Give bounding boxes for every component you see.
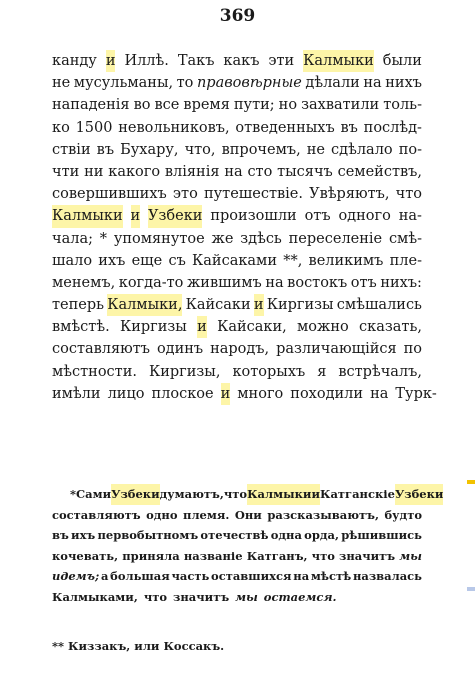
margin-marker-blue — [467, 587, 475, 591]
margin-marker-yellow — [467, 480, 475, 484]
word: Кайсаки — [185, 297, 251, 314]
word: встрѣчалъ, — [338, 363, 422, 380]
word: мы — [235, 589, 258, 604]
word: одинъ — [156, 341, 204, 358]
word: по- — [398, 141, 422, 158]
word: ствіи — [52, 141, 91, 158]
word: впрочемъ, — [221, 141, 301, 158]
word: Такъ — [177, 53, 215, 69]
word: дѣлали — [305, 75, 360, 92]
word: на — [265, 274, 284, 291]
word: нихъ — [385, 75, 422, 92]
word: * — [99, 230, 108, 247]
word: путешествіе. — [203, 186, 303, 203]
highlighted-word: Калмыки — [52, 205, 123, 227]
word: будто — [384, 507, 422, 522]
word: приняла — [122, 548, 180, 563]
word: много — [237, 385, 284, 402]
word: то — [176, 75, 194, 92]
word: отъ — [350, 274, 377, 291]
word: мѣстности. — [52, 363, 137, 380]
highlighted-word: и — [131, 205, 141, 227]
word: рѣшившись — [341, 528, 422, 542]
text-line — [52, 272, 422, 294]
word: значитъ — [173, 589, 230, 604]
word: что — [311, 548, 335, 563]
word: Они — [234, 507, 262, 522]
text-line — [52, 117, 422, 139]
word: идемъ; — [52, 569, 100, 583]
highlighted-word: и — [106, 50, 116, 72]
word: канду — [52, 53, 97, 69]
word: чала; — [52, 230, 93, 247]
word: думаютъ, — [159, 487, 224, 501]
word: одно — [146, 507, 178, 522]
highlighted-word: Узбеки — [111, 484, 160, 505]
word: но — [278, 97, 298, 114]
word: невольниковъ, — [118, 119, 230, 136]
text-line — [52, 338, 422, 360]
word: вмѣстѣ. — [52, 319, 110, 336]
word: Кайсаки, — [217, 319, 287, 336]
footnote-line — [52, 505, 422, 526]
text-line — [52, 250, 422, 272]
word: вліянія — [164, 163, 220, 180]
word: первобытномъ — [97, 528, 199, 542]
word: которыхъ — [232, 363, 306, 380]
main-text — [52, 50, 437, 405]
word: Иллѣ. — [124, 53, 169, 69]
word: составляютъ — [52, 507, 141, 522]
text-line — [52, 161, 422, 183]
word: нападенія — [52, 97, 130, 114]
word: правовѣрные — [196, 75, 302, 92]
word: значитъ — [339, 548, 396, 563]
word: захватили — [301, 97, 380, 114]
word: что — [143, 589, 168, 604]
word: шало — [52, 252, 93, 269]
footnote-line — [52, 484, 444, 505]
highlighted-word: Калмыки — [303, 50, 374, 72]
word: сто — [247, 163, 273, 180]
word: отведенныхъ — [235, 119, 335, 136]
word: часть — [171, 569, 210, 583]
highlighted-word: и — [197, 316, 207, 338]
word: переселеніе — [288, 230, 383, 247]
word: на — [293, 569, 310, 583]
highlighted-word: Узбеки — [395, 484, 444, 505]
word: Катганъ, — [246, 548, 308, 563]
footnote-1 — [52, 484, 444, 607]
highlighted-word: Калмыки — [247, 484, 311, 505]
word: сказать, — [359, 319, 422, 336]
highlighted-word: Узбеки — [148, 205, 202, 227]
word: а — [100, 569, 109, 583]
word: одна — [270, 528, 302, 542]
word: какъ — [223, 53, 260, 69]
word: смѣ- — [388, 230, 422, 247]
word: назвалась — [352, 569, 422, 583]
word: время — [183, 97, 230, 114]
word: во — [133, 97, 151, 114]
word: различающійся — [276, 341, 397, 358]
text-line — [52, 294, 422, 316]
word: Увѣряютъ, — [309, 186, 390, 203]
word: Киргизы — [119, 319, 187, 336]
word: въ — [52, 528, 69, 542]
word: ихъ — [71, 528, 96, 542]
word: **, — [283, 252, 303, 269]
word: семействъ, — [337, 163, 422, 180]
word: мы — [399, 548, 422, 563]
word: плоское — [151, 385, 214, 402]
word: названіе — [183, 548, 243, 563]
word: отечествѣ — [200, 528, 269, 542]
footnote-line — [52, 566, 422, 587]
text-line — [52, 316, 422, 338]
text-line — [52, 50, 422, 72]
word: пути; — [233, 97, 275, 114]
word: тысячъ — [277, 163, 333, 180]
text-line — [52, 183, 422, 205]
word: Катганскіе — [319, 487, 395, 501]
word: кочевать, — [52, 548, 119, 563]
text-line — [52, 205, 422, 227]
word: большая — [110, 569, 170, 583]
word: Сами — [76, 487, 112, 501]
word: послѣд- — [363, 119, 422, 136]
text-line — [52, 361, 422, 383]
word: племя. — [183, 507, 230, 522]
word: чти — [52, 163, 80, 180]
word: отъ — [304, 208, 331, 225]
word: 1500 — [75, 119, 113, 136]
word: совершившихъ — [52, 186, 167, 203]
word: оставшихся — [211, 569, 292, 583]
word: что — [395, 186, 422, 203]
word: ни — [84, 163, 104, 180]
word: пле- — [389, 252, 422, 269]
word: по — [403, 341, 422, 358]
word: упомянутое — [113, 230, 205, 247]
word: можно — [297, 319, 349, 336]
word: не — [52, 75, 71, 92]
word: разсказываютъ, — [267, 507, 379, 522]
text-line — [52, 383, 437, 405]
word: сдѣлало — [331, 141, 393, 158]
word: съ — [168, 252, 186, 269]
word: походили — [290, 385, 364, 402]
word: это — [172, 186, 198, 203]
word: мусульманы, — [73, 75, 174, 92]
page-number: 369 — [219, 6, 256, 26]
word: еще — [131, 252, 163, 269]
word: какого — [108, 163, 161, 180]
text-line — [52, 94, 422, 116]
word: произошли — [210, 208, 297, 225]
word: въ — [340, 119, 358, 136]
text-line — [52, 139, 422, 161]
word: остаемся. — [263, 589, 337, 604]
word: народъ, — [210, 341, 270, 358]
word: жившимъ — [186, 274, 262, 291]
highlighted-word: и — [254, 294, 264, 316]
word: менемъ, — [52, 274, 116, 291]
word: ко — [52, 119, 70, 136]
word: теперь — [52, 297, 105, 314]
footnote-2: ** Киззакъ, или Коссакъ. — [52, 639, 225, 653]
word: смѣшались — [336, 297, 422, 314]
word: на — [370, 385, 389, 402]
footnote-line — [52, 587, 422, 608]
word: Бухару, — [120, 141, 179, 158]
word: нихъ: — [380, 274, 422, 291]
text-line — [52, 228, 422, 250]
word: толь- — [383, 97, 422, 114]
word: Киргизы, — [148, 363, 221, 380]
footnote-line — [52, 525, 422, 546]
word: на- — [398, 208, 422, 225]
word: не — [306, 141, 325, 158]
text-line — [52, 72, 422, 94]
word: въ — [96, 141, 115, 158]
word: что — [223, 487, 248, 501]
word: Калмыками, — [52, 589, 138, 604]
word: здѣсь — [240, 230, 282, 247]
word: на — [224, 163, 243, 180]
word: Турк- — [395, 385, 437, 402]
word: одного — [338, 208, 391, 225]
word: были — [382, 53, 422, 69]
word: что, — [184, 141, 216, 158]
word: когда-то — [118, 274, 184, 291]
highlighted-word: и — [221, 383, 231, 405]
word: на — [363, 75, 382, 92]
word: * — [70, 487, 77, 501]
word: востокъ — [287, 274, 348, 291]
word: эти — [268, 53, 295, 69]
word: орда, — [304, 528, 339, 542]
word: я — [317, 363, 327, 380]
highlighted-word: Калмыки, — [107, 294, 182, 316]
word: мѣстѣ — [310, 569, 352, 583]
footnote-line — [52, 546, 422, 567]
word: имѣли — [52, 385, 101, 402]
word: ихъ — [98, 252, 126, 269]
word: все — [154, 97, 180, 114]
highlighted-word: и — [311, 484, 320, 505]
word: Киргизы — [266, 297, 334, 314]
word: великимъ — [308, 252, 384, 269]
word: Кайсаками — [192, 252, 277, 269]
word: лицо — [107, 385, 145, 402]
word: составляютъ — [52, 341, 151, 358]
word: же — [211, 230, 234, 247]
